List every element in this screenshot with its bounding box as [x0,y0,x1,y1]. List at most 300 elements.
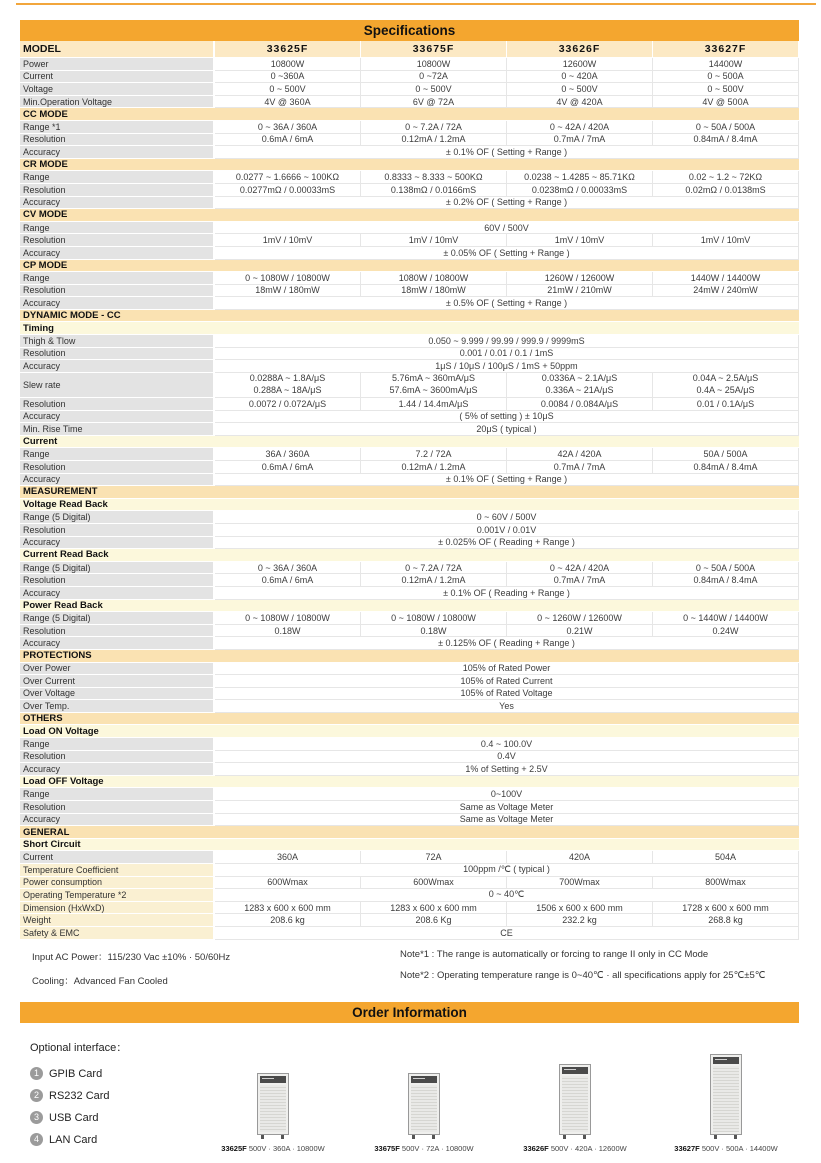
spec-row-label: Current [20,851,215,864]
spec-value: 24mW / 240mW [653,285,799,298]
section-header-label: CP MODE [20,260,799,273]
spec-row-label: Min.Operation Voltage [20,96,215,109]
subsection-header-label: Current Read Back [20,549,799,562]
spec-row-label: Accuracy [20,814,215,827]
spec-value: 0.18W [215,625,361,638]
spec-row [20,398,799,411]
order-information-section [20,1002,799,1155]
spec-row [20,222,799,235]
spec-value-span: 0.001 / 0.01 / 0.1 / 1mS [215,348,799,361]
subsection-header-row [20,322,799,335]
spec-row-label: Power consumption [20,877,215,890]
numbered-circle-icon: 2 [30,1089,43,1102]
spec-value-multiline [507,373,653,398]
cabinet-vents [260,1085,286,1132]
spec-row [20,96,799,109]
spec-row-label: Min. Rise Time [20,423,215,436]
spec-row-label: Resolution [20,348,215,361]
spec-value: 208.6 Kg [361,914,507,927]
spec-value-span: CE [215,927,799,940]
spec-value: 21mW / 210mW [507,285,653,298]
spec-value: 0.0084 / 0.084A/μS [507,398,653,411]
spec-row-label: Over Current [20,675,215,688]
spec-value-span: 100ppm /℃ ( typical ) [215,864,799,877]
spec-value: 0 ~ 500V [653,83,799,96]
spec-row-label: Weight [20,914,215,927]
numbered-circle-icon: 1 [30,1067,43,1080]
spec-row [20,411,799,424]
spec-row-label: Accuracy [20,537,215,550]
section-header-row [20,713,799,726]
spec-row-label: Range (5 Digital) [20,511,215,524]
spec-value: 0 ~ 420A [507,71,653,84]
section-header-row [20,260,799,273]
product-model: 33625F [221,1144,247,1153]
spec-row [20,511,799,524]
subsection-header-row [20,776,799,789]
input-ac-power-note: Input AC Power：115/230 Vac ±10% · 50/60Hz [32,951,231,963]
specifications-title: Specifications [20,20,799,41]
section-header-row [20,209,799,222]
spec-row [20,688,799,701]
spec-row-label: Accuracy [20,297,215,310]
interface-item-label: RS232 Card [49,1089,110,1102]
model-name: 33625F [215,41,361,58]
footnotes [20,949,799,997]
spec-value-span: ± 0.5% OF ( Setting + Range ) [215,297,799,310]
cabinet-vents [713,1066,739,1132]
spec-row [20,637,799,650]
spec-row [20,373,799,398]
spec-row [20,864,799,877]
spec-value: 6V @ 72A [361,96,507,109]
spec-value: 0 ~ 50A / 500A [653,121,799,134]
spec-value-line: 0.288A ~ 18A/μS [253,384,322,395]
product-figure [200,1037,346,1153]
subsection-header-row [20,725,799,738]
spec-row-label: Range [20,448,215,461]
model-header-label: MODEL [20,41,215,58]
spec-value: 0.01 / 0.1A/μS [653,398,799,411]
spec-row [20,612,799,625]
spec-value: 18mW / 180mW [361,285,507,298]
spec-row-label: Range [20,788,215,801]
spec-row-label: Range (5 Digital) [20,612,215,625]
spec-row [20,927,799,940]
spec-row [20,134,799,147]
spec-value: 4V @ 360A [215,96,361,109]
spec-value-line: 0.0288A ~ 1.8A/μS [249,373,326,384]
spec-row [20,423,799,436]
interface-item [30,1111,200,1124]
spec-row [20,474,799,487]
spec-value-span: ± 0.05% OF ( Setting + Range ) [215,247,799,260]
spec-row [20,297,799,310]
spec-row [20,851,799,864]
spec-value: 0.0072 / 0.072A/μS [215,398,361,411]
spec-value-span: 1μS / 10μS / 100μS / 1mS + 50ppm [215,360,799,373]
top-divider-rule [16,3,816,5]
spec-row-label: Accuracy [20,146,215,159]
spec-value: 0 ~ 500V [361,83,507,96]
cooling-note: Cooling：Advanced Fan Cooled [32,975,168,987]
spec-value: 4V @ 420A [507,96,653,109]
spec-row-label: Over Temp. [20,700,215,713]
section-header-label: DYNAMIC MODE - CC [20,310,799,323]
spec-value: 14400W [653,58,799,71]
spec-row-label: Dimension (HxWxD) [20,902,215,915]
spec-value-span: Same as Voltage Meter [215,801,799,814]
section-header-row [20,159,799,172]
spec-value-line: 0.04A ~ 2.5A/μS [692,373,759,384]
spec-value: 0 ~ 7.2A / 72A [361,121,507,134]
spec-value-span: 20μS ( typical ) [215,423,799,436]
interface-item-label: LAN Card [49,1133,98,1146]
spec-row [20,562,799,575]
spec-row [20,234,799,247]
spec-value: 0.12mA / 1.2mA [361,134,507,147]
subsection-header-label: Timing [20,322,799,335]
spec-value: 0.84mA / 8.4mA [653,461,799,474]
spec-value-line: 57.6mA ~ 3600mA/μS [389,384,478,395]
spec-row-label: Accuracy [20,637,215,650]
spec-row [20,58,799,71]
spec-value: 4V @ 500A [653,96,799,109]
spec-row-label: Slew rate [20,373,215,398]
spec-value-span: 0.4 ~ 100.0V [215,738,799,751]
spec-value-span: 0 ~ 40℃ [215,889,799,902]
instrument-cabinet-image [710,1054,742,1135]
spec-row [20,763,799,776]
spec-value: 360A [215,851,361,864]
cabinet-vents [411,1085,437,1132]
spec-row-label: Resolution [20,801,215,814]
spec-value: 1728 x 600 x 600 mm [653,902,799,915]
spec-row-label: Safety & EMC [20,927,215,940]
section-header-row [20,650,799,663]
spec-value-span: Yes [215,700,799,713]
cabinet-display-panel [713,1057,739,1064]
product-specs: 500V · 72A · 10800W [399,1144,474,1153]
spec-value: 0 ~ 500V [215,83,361,96]
subsection-header-label: Load ON Voltage [20,725,799,738]
spec-value: 1260W / 12600W [507,272,653,285]
numbered-circle-icon: 4 [30,1133,43,1146]
spec-row [20,625,799,638]
spec-value: 268.8 kg [653,914,799,927]
spec-row [20,751,799,764]
spec-row-label: Range *1 [20,121,215,134]
spec-value: 208.6 kg [215,914,361,927]
spec-row-label: Range [20,272,215,285]
spec-row [20,247,799,260]
spec-value: 0.02 ~ 1.2 ~ 72KΩ [653,171,799,184]
spec-value: 0.6mA / 6mA [215,574,361,587]
instrument-cabinet-image [408,1073,440,1135]
spec-value: 420A [507,851,653,864]
subsection-header-row [20,600,799,613]
spec-value: 0 ~ 50A / 500A [653,562,799,575]
instrument-cabinet-image [257,1073,289,1135]
spec-value: 800Wmax [653,877,799,890]
spec-row-label: Over Voltage [20,688,215,701]
spec-value: 0 ~ 42A / 420A [507,562,653,575]
model-name: 33675F [361,41,507,58]
spec-value: 0.24W [653,625,799,638]
spec-row-label: Resolution [20,134,215,147]
spec-row [20,448,799,461]
product-specs: 500V · 360A · 10800W [246,1144,325,1153]
spec-row [20,889,799,902]
product-caption [523,1144,626,1153]
spec-value: 0.12mA / 1.2mA [361,574,507,587]
spec-row [20,587,799,600]
spec-value: 0 ~360A [215,71,361,84]
spec-row [20,801,799,814]
section-header-label: GENERAL [20,826,799,839]
spec-value-line: 5.76mA ~ 360mA/μS [392,373,475,384]
spec-value-span: 0 ~ 60V / 500V [215,511,799,524]
spec-value-span: ± 0.125% OF ( Reading + Range ) [215,637,799,650]
spec-value-span: 0~100V [215,788,799,801]
model-header-row [20,41,799,58]
spec-value-span: 105% of Rated Power [215,663,799,676]
spec-value: 1mV / 10mV [653,234,799,247]
spec-value-line: 0.4A ~ 25A/μS [696,384,755,395]
spec-value: 0 ~ 1080W / 10800W [215,272,361,285]
spec-value-span: 0.4V [215,751,799,764]
optional-interface-label: Optional interface： [30,1042,128,1054]
spec-value: 50A / 500A [653,448,799,461]
subsection-header-row [20,499,799,512]
spec-value: 700Wmax [507,877,653,890]
note-1: Note*1 : The range is automatically or forcing to range II only in CC Mode [400,948,709,960]
spec-row-label: Accuracy [20,763,215,776]
spec-row [20,814,799,827]
spec-value-line: 0.0336A ~ 2.1A/μS [541,373,618,384]
spec-row [20,171,799,184]
spec-value: 0 ~ 1440W / 14400W [653,612,799,625]
subsection-header-label: Voltage Read Back [20,499,799,512]
spec-row-label: Accuracy [20,197,215,210]
spec-value: 1440W / 14400W [653,272,799,285]
spec-value: 232.2 kg [507,914,653,927]
order-information-title: Order Information [20,1002,799,1023]
spec-row-label: Resolution [20,461,215,474]
spec-value: 0 ~ 36A / 360A [215,562,361,575]
spec-value-multiline [215,373,361,398]
spec-value: 0.138mΩ / 0.0166mS [361,184,507,197]
spec-value: 0.7mA / 7mA [507,461,653,474]
spec-value: 42A / 420A [507,448,653,461]
spec-value: 0 ~ 1080W / 10800W [361,612,507,625]
subsection-header-label: Short Circuit [20,839,799,852]
subsection-header-label: Current [20,436,799,449]
section-header-label: CR MODE [20,159,799,172]
spec-value: 72A [361,851,507,864]
cabinet-vents [562,1076,588,1132]
spec-value-span: ± 0.1% OF ( Setting + Range ) [215,474,799,487]
spec-row [20,146,799,159]
spec-row-label: Accuracy [20,474,215,487]
spec-row-label: Over Power [20,663,215,676]
section-header-label: CC MODE [20,108,799,121]
spec-value: 0.18W [361,625,507,638]
spec-row [20,574,799,587]
numbered-circle-icon: 3 [30,1111,43,1124]
footnotes-right [400,949,765,997]
spec-row-label: Resolution [20,398,215,411]
subsection-header-row [20,549,799,562]
product-specs: 500V · 420A · 12600W [548,1144,627,1153]
spec-row-label: Range [20,738,215,751]
optional-interface-list [20,1023,200,1155]
spec-row [20,902,799,915]
spec-row-label: Range (5 Digital) [20,562,215,575]
section-header-label: PROTECTIONS [20,650,799,663]
spec-value: 0.7mA / 7mA [507,574,653,587]
spec-value: 1mV / 10mV [507,234,653,247]
section-header-label: CV MODE [20,209,799,222]
spec-row [20,663,799,676]
subsection-header-row [20,436,799,449]
spec-value: 1.44 / 14.4mA/μS [361,398,507,411]
product-figure [502,1037,648,1153]
note-2: Note*2 : Operating temperature range is 0~40℃ · all specifications apply for 25℃±5℃ [400,969,766,981]
spec-row [20,738,799,751]
spec-row-label: Power [20,58,215,71]
spec-value: 504A [653,851,799,864]
spec-value: 1283 x 600 x 600 mm [215,902,361,915]
footnotes-left [32,949,400,997]
cabinet-display-panel [562,1067,588,1074]
section-header-row [20,486,799,499]
spec-row-label: Range [20,171,215,184]
spec-row [20,700,799,713]
subsection-header-label: Power Read Back [20,600,799,613]
spec-row [20,335,799,348]
spec-value: 0.0277mΩ / 0.00033mS [215,184,361,197]
spec-value: 0.8333 ~ 8.333 ~ 500KΩ [361,171,507,184]
spec-value: 0.7mA / 7mA [507,134,653,147]
spec-value-span: ( 5% of setting ) ± 10μS [215,411,799,424]
order-information-body [20,1023,799,1155]
spec-value: 0 ~72A [361,71,507,84]
spec-value-span: 105% of Rated Current [215,675,799,688]
spec-value-span: 105% of Rated Voltage [215,688,799,701]
spec-value: 0.0277 ~ 1.6666 ~ 100KΩ [215,171,361,184]
interface-item [30,1089,200,1102]
spec-value: 0.0238mΩ / 0.00033mS [507,184,653,197]
section-header-row [20,108,799,121]
spec-value-span: Same as Voltage Meter [215,814,799,827]
section-header-label: MEASUREMENT [20,486,799,499]
spec-row [20,121,799,134]
model-name: 33627F [653,41,799,58]
spec-row-label: Thigh & Tlow [20,335,215,348]
interface-item-label: USB Card [49,1111,99,1124]
interface-item-label: GPIB Card [49,1067,103,1080]
spec-value-span: 1% of Setting + 2.5V [215,763,799,776]
spec-value: 0 ~ 42A / 420A [507,121,653,134]
spec-value-multiline [361,373,507,398]
spec-value-span: ± 0.1% OF ( Reading + Range ) [215,587,799,600]
spec-value: 1mV / 10mV [215,234,361,247]
spec-row [20,71,799,84]
spec-row-label: Range [20,222,215,235]
spec-row-label: Resolution [20,184,215,197]
spec-value: 1mV / 10mV [361,234,507,247]
interface-item [30,1067,200,1080]
spec-value-span: ± 0.2% OF ( Setting + Range ) [215,197,799,210]
spec-row [20,197,799,210]
spec-value: 0.12mA / 1.2mA [361,461,507,474]
spec-value: 0.6mA / 6mA [215,134,361,147]
spec-value: 0.02mΩ / 0.0138mS [653,184,799,197]
spec-value: 1506 x 600 x 600 mm [507,902,653,915]
instrument-cabinet-image [559,1064,591,1135]
spec-value: 600Wmax [215,877,361,890]
specifications-sheet [20,20,799,997]
spec-row [20,83,799,96]
product-lineup [200,1023,799,1155]
product-caption [221,1144,324,1153]
spec-value-span: 0.001V / 0.01V [215,524,799,537]
section-header-row [20,310,799,323]
spec-value: 18mW / 180mW [215,285,361,298]
spec-row [20,184,799,197]
section-header-row [20,826,799,839]
product-figure [653,1037,799,1153]
spec-row-label: Resolution [20,524,215,537]
spec-row [20,461,799,474]
spec-value: 0 ~ 1080W / 10800W [215,612,361,625]
product-model: 33627F [674,1144,700,1153]
spec-value-line: 0.336A ~ 21A/μS [545,384,614,395]
specifications-table [20,41,799,940]
product-model: 33626F [523,1144,549,1153]
spec-value: 0 ~ 36A / 360A [215,121,361,134]
section-header-label: OTHERS [20,713,799,726]
product-figure [351,1037,497,1153]
model-name: 33626F [507,41,653,58]
product-caption [374,1144,473,1153]
spec-row-label: Operating Temperature *2 [20,889,215,902]
spec-row-label: Accuracy [20,360,215,373]
spec-row-label: Resolution [20,625,215,638]
spec-value: 0.84mA / 8.4mA [653,574,799,587]
spec-row [20,537,799,550]
spec-row-label: Accuracy [20,247,215,260]
spec-value: 0 ~ 500A [653,71,799,84]
cabinet-display-panel [411,1076,437,1083]
spec-value: 0.21W [507,625,653,638]
spec-row-label: Temperature Coefficient [20,864,215,877]
spec-value: 600Wmax [361,877,507,890]
spec-value: 0 ~ 500V [507,83,653,96]
spec-row [20,348,799,361]
product-model: 33675F [374,1144,400,1153]
spec-value: 36A / 360A [215,448,361,461]
spec-value-span: ± 0.1% OF ( Setting + Range ) [215,146,799,159]
subsection-header-label: Load OFF Voltage [20,776,799,789]
spec-row-label: Resolution [20,751,215,764]
spec-row [20,272,799,285]
spec-value: 1080W / 10800W [361,272,507,285]
spec-row-label: Resolution [20,574,215,587]
spec-value: 10800W [215,58,361,71]
spec-value: 0.0238 ~ 1.4285 ~ 85.71KΩ [507,171,653,184]
